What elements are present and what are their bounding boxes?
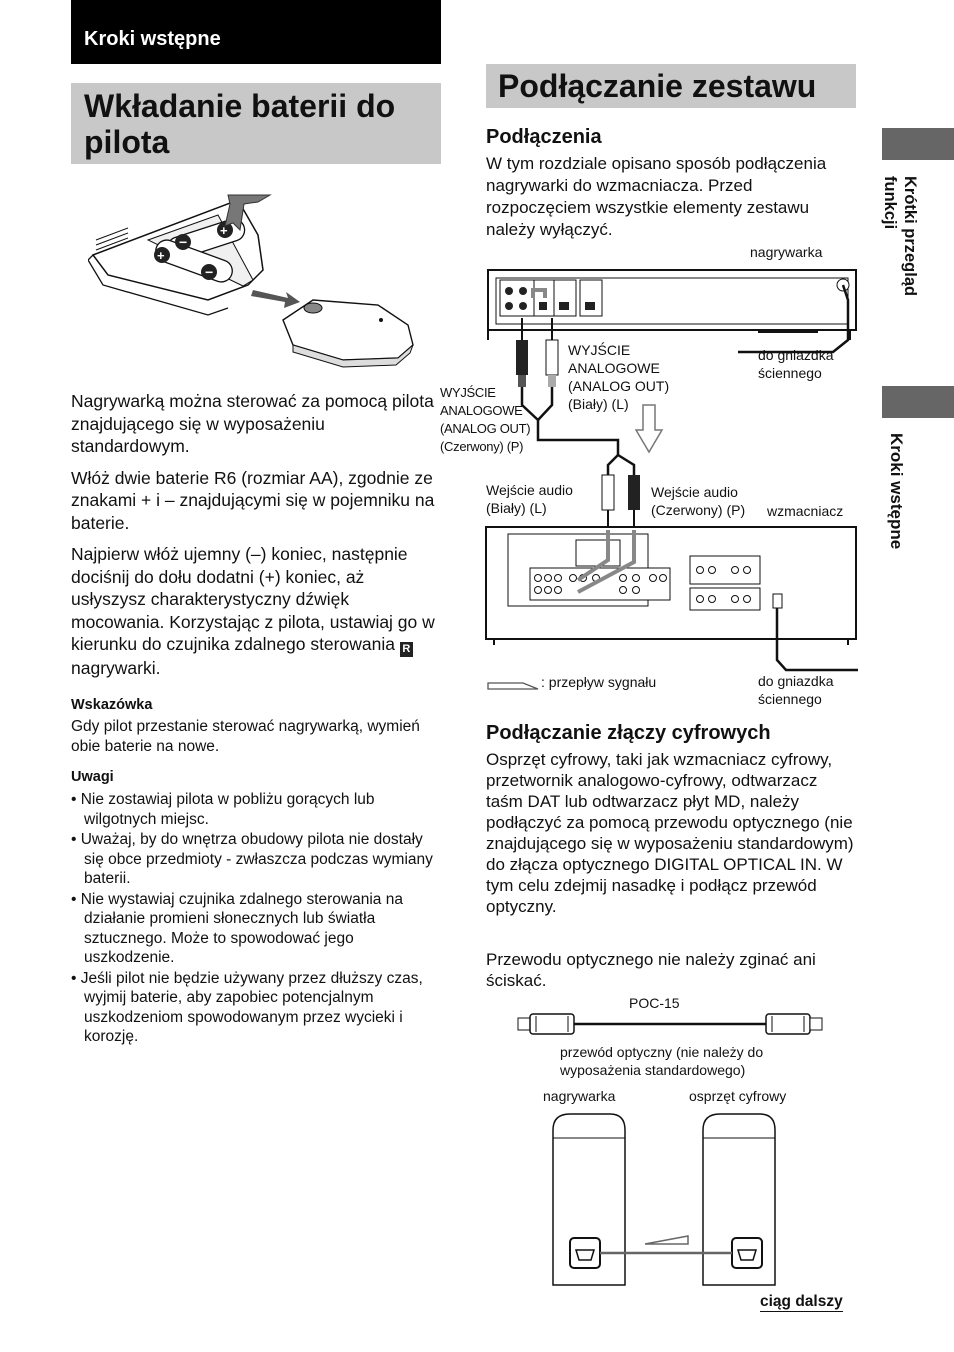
out-red-line: (ANALOG OUT) <box>440 421 531 436</box>
out-red-line: ANALOGOWE <box>440 403 523 418</box>
signal-flow-legend: : przepływ sygnału <box>541 674 657 690</box>
out-white-line: (ANALOG OUT) <box>568 378 670 394</box>
tip-text: Gdy pilot przestanie sterować nagrywarką, wymień obie baterie na nowe. <box>71 718 420 755</box>
out-white-line: WYJŚCIE <box>568 342 631 358</box>
left-body <box>71 390 441 680</box>
cable-model-label: POC-15 <box>629 995 680 1011</box>
out-red-label <box>440 384 530 456</box>
optical-recorder-label: nagrywarka <box>543 1088 616 1104</box>
out-white-line: (Biały) (L) <box>568 396 629 412</box>
svg-text:−: − <box>205 264 214 280</box>
digital-text: Osprzęt cyfrowy, taki jak wzmacniacz cyfrowy, przetwornik analogowo-cyfrowy, odtwarzacz taśm DAT lub odtwarzacz płyt MD, należy podłączyć za pomocą przewodu optycznego (nie znajdującego się w wyposażeniu standardowym) do złącza optycznego DIGITAL OPTICAL IN. W tym celu zdejmij nasadkę i podłącz przewód optyczny. <box>486 750 854 916</box>
side-tab-overview[interactable] <box>882 128 954 160</box>
digital-text-2: Przewodu optycznego nie należy zginać ani ściskać. <box>486 950 816 990</box>
cable-caption-line: wyposażenia standardowego) <box>560 1062 746 1078</box>
wall-socket-label-1 <box>758 346 834 382</box>
in-white-line: Wejście audio <box>486 482 573 498</box>
notes-list <box>71 790 443 1048</box>
in-red-line: (Czerwony) (P) <box>651 502 746 518</box>
wall-socket-label-2 <box>758 672 834 708</box>
connections-text: W tym rozdziale opisano sposób podłączenia nagrywarki do wzmacniacza. Przed rozpoczęciem wszystkie elementy zestawu należy wyłączyć. <box>486 154 827 239</box>
out-red-line: WYJŚCIE <box>440 385 496 400</box>
left-paragraph-3-text: Najpierw włóż ujemny (–) koniec, następnie dociśnij do dołu dodatni (+) koniec, aż usłyszysz charakterystyczny dźwięk mocowania. Korzystając z pilota, ustawiaj go w kierunku do czujnika zdalnego sterowania <box>71 544 435 654</box>
wall-socket-line: ściennego <box>758 691 822 707</box>
wall-socket-line: do gniazdka <box>758 673 834 689</box>
side-tab-getting-started-label: Kroki wstępne <box>887 433 906 550</box>
wall-socket-line: ściennego <box>758 365 822 381</box>
note-item: • Jeśli pilot nie będzie używany przez dłuższy czas, wyjmij baterie, aby zapobiec potencjalnym uszkodzeniom spowodowanym przez wycieki i korozję. <box>71 969 443 1047</box>
note-item: • Nie zostawiaj pilota w pobliżu gorących lub wilgotnych miejsc. <box>71 790 443 829</box>
left-paragraph-2: Włóż dwie baterie R6 (rozmiar AA), zgodnie ze znakami + i – znajdującymi się w pojemniku na baterie. <box>71 467 435 533</box>
in-white-label <box>486 481 573 517</box>
in-white-line: (Biały) (L) <box>486 500 547 516</box>
tip-label: Wskazówka <box>71 697 153 713</box>
svg-text:+: + <box>157 248 165 263</box>
left-title-box <box>71 83 441 164</box>
notes-label: Uwagi <box>71 769 114 785</box>
recorder-label: nagrywarka <box>750 244 823 260</box>
remote-battery-illustration <box>88 190 428 370</box>
left-title: Wkładanie baterii do pilota <box>84 88 396 160</box>
out-white-label <box>568 341 669 413</box>
digital-device-label: osprzęt cyfrowy <box>689 1088 787 1104</box>
section-header-text: Kroki wstępne <box>84 28 221 50</box>
in-red-label <box>651 483 745 519</box>
continued-link[interactable]: ciąg dalszy <box>760 1293 843 1310</box>
out-white-line: ANALOGOWE <box>568 360 660 376</box>
wall-socket-line: do gniazdka <box>758 347 834 363</box>
left-paragraph-3-tail: nagrywarki. <box>71 658 161 678</box>
cable-caption <box>560 1043 763 1079</box>
note-item: • Nie wystawiaj czujnika zdalnego sterowania na działanie promieni słonecznych lub światła sztucznego. Może to spowodować jego uszkodzenie. <box>71 890 443 968</box>
svg-text:−: − <box>179 234 188 250</box>
right-title-box <box>486 64 856 108</box>
in-red-line: Wejście audio <box>651 484 738 500</box>
side-tab-getting-started[interactable] <box>882 386 954 418</box>
cable-caption-line: przewód optyczny (nie należy do <box>560 1044 764 1060</box>
connection-diagram <box>438 240 858 715</box>
note-item: • Uważaj, by do wnętrza obudowy pilota nie dostały się obce przedmioty - zwłaszcza podczas wymiany baterii. <box>71 830 443 889</box>
amplifier-label: wzmacniacz <box>767 503 844 519</box>
left-paragraph-1: Nagrywarką można sterować za pomocą pilota znajdującego się w wyposażeniu standardowym. <box>71 391 434 456</box>
left-paragraph-3 <box>71 543 441 680</box>
right-title: Podłączanie zestawu <box>498 68 817 104</box>
remote-sensor-icon: R <box>400 642 413 657</box>
out-red-line: (Czerwony) (P) <box>440 439 524 454</box>
connections-heading: Podłączenia <box>486 126 602 148</box>
section-header <box>71 0 441 64</box>
svg-text:+: + <box>220 223 228 238</box>
side-tab-overview-label: Krótki przegląd funkcji <box>881 176 919 297</box>
digital-heading: Podłączanie złączy cyfrowych <box>486 722 771 744</box>
